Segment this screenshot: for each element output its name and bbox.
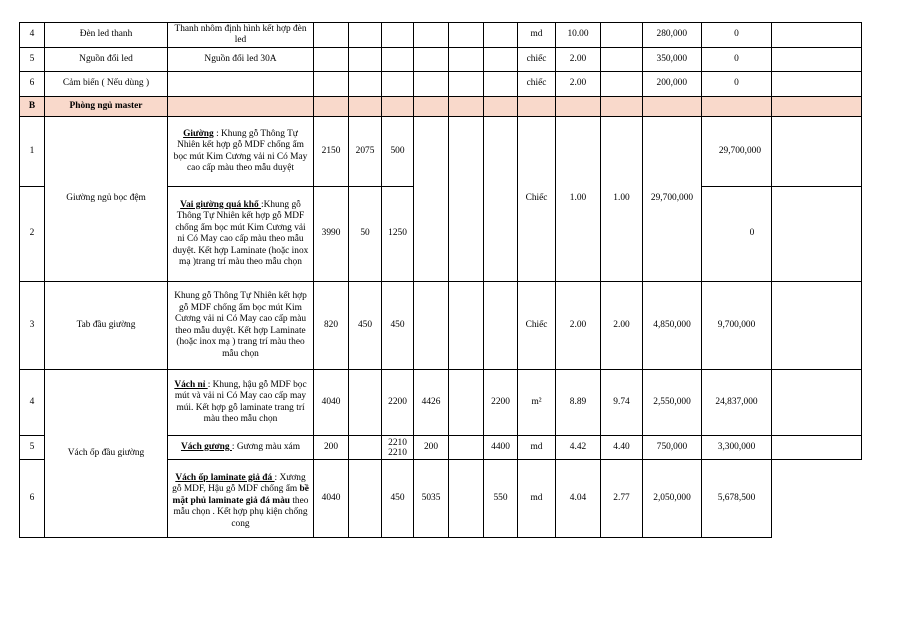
item-description: Khung gỗ Thông Tự Nhiên kết hợp gỗ MDF chống ẩm bọc mút Kim Cương vải ni Có May cao cấp màu theo mẫu duyệt. Kết hợp Laminate (hoặc inox mạ ) trang trí màu theo mẫu chọn — [168, 282, 314, 370]
unit-price: 200,000 — [643, 72, 702, 97]
item-text: theo mẫu chọn . Kết hợp phụ kiện chống cong — [173, 495, 309, 529]
dimension-5 — [449, 436, 484, 460]
dimension-1: 200 — [314, 436, 349, 460]
item-text-bold: bề mặt phủ laminate giả đá màu — [172, 484, 309, 506]
table-row — [20, 370, 862, 436]
line-total: 0 — [702, 48, 772, 72]
quantity-2: 4.40 — [601, 436, 643, 460]
item-description — [168, 72, 314, 97]
item-title: Giường — [183, 128, 214, 139]
item-title: Vai giường quá khổ — [180, 199, 261, 210]
item-title: Vách ốp laminate giả đá — [175, 472, 275, 483]
quantity: 2.00 — [556, 72, 601, 97]
dimension-3: 450 — [382, 460, 414, 538]
quantity-2: 9.74 — [601, 370, 643, 436]
dimension-2 — [349, 460, 382, 538]
item-description — [168, 370, 314, 436]
quantity: 10.00 — [556, 23, 601, 48]
item-name: Vách ốp đầu giường — [45, 370, 168, 538]
dimension-1: 820 — [314, 282, 349, 370]
dimension-3: 1250 — [382, 187, 414, 282]
quantity-2: 2.77 — [601, 460, 643, 538]
dimension-5 — [449, 460, 484, 538]
item-text: : Khung, hậu gỗ MDF bọc mút và vải ni Có May cao cấp may múi. Kết hợp gỗ laminate trang trí màu theo mẫu chọn — [174, 379, 307, 424]
line-total: 5,678,500 — [702, 460, 772, 538]
row-number: 4 — [20, 23, 45, 48]
dimension-4: 200 — [414, 436, 449, 460]
section-title: Phòng ngủ master — [45, 97, 168, 117]
dimension-6: 2200 — [484, 370, 518, 436]
unit-price: 29,700,000 — [643, 117, 702, 282]
line-total: 0 — [702, 187, 772, 282]
line-total: 0 — [702, 23, 772, 48]
dimension-5 — [449, 370, 484, 436]
line-total: 9,700,000 — [702, 282, 772, 370]
unit: m² — [518, 370, 556, 436]
item-description — [168, 117, 314, 187]
quantity: 8.89 — [556, 370, 601, 436]
dimension-4: 5035 — [414, 460, 449, 538]
line-total: 29,700,000 — [702, 117, 772, 187]
quantity: 4.04 — [556, 460, 601, 538]
unit: md — [518, 436, 556, 460]
dimension-1: 2150 — [314, 117, 349, 187]
unit-price: 750,000 — [643, 436, 702, 460]
unit: md — [518, 460, 556, 538]
dimension-1: 4040 — [314, 370, 349, 436]
row-number: 3 — [20, 282, 45, 370]
dimension-6: 550 — [484, 460, 518, 538]
unit-price: 4,850,000 — [643, 282, 702, 370]
item-description — [168, 460, 314, 538]
table-row — [20, 48, 862, 72]
table-row — [20, 117, 862, 187]
table-row — [20, 282, 862, 370]
item-text: :Khung gỗ Thông Tự Nhiên kết hợp gỗ MDF chống ẩm bọc mút Kim Cương vải ni Có May cao cấp màu theo mẫu duyệt. Kết hợp Laminate (hoặc inox mạ )trang trí màu theo mẫu chọn — [172, 199, 309, 267]
item-description — [168, 187, 314, 282]
line-total: 3,300,000 — [702, 436, 772, 460]
dimension-3: 2200 — [382, 370, 414, 436]
dimension-3a: 2210 — [388, 437, 407, 448]
item-title: Vách gương — [180, 441, 232, 452]
dimension-2: 2075 — [349, 117, 382, 187]
dimension-2 — [349, 436, 382, 460]
dimension-6: 4400 — [484, 436, 518, 460]
unit-price: 2,050,000 — [643, 460, 702, 538]
item-title: Vách nỉ — [174, 379, 208, 390]
row-number: 6 — [20, 72, 45, 97]
item-description — [168, 436, 314, 460]
line-total: 24,837,000 — [702, 370, 772, 436]
item-name: Giường ngủ bọc đệm — [45, 117, 168, 282]
dimension-3: 500 — [382, 117, 414, 187]
unit-price: 280,000 — [643, 23, 702, 48]
item-text: : Gương màu xám — [231, 441, 301, 452]
dimension-2: 50 — [349, 187, 382, 282]
quantity: 2.00 — [556, 48, 601, 72]
item-description: Thanh nhôm định hình kết hợp đèn led — [168, 23, 314, 48]
dimension-1: 3990 — [314, 187, 349, 282]
row-number: 4 — [20, 370, 45, 436]
item-description: Nguồn đổi led 30A — [168, 48, 314, 72]
unit: md — [518, 23, 556, 48]
row-number: 5 — [20, 436, 45, 460]
unit: chiếc — [518, 72, 556, 97]
dimension-2 — [349, 370, 382, 436]
table-row — [20, 72, 862, 97]
dimension-1: 4040 — [314, 460, 349, 538]
unit-price: 350,000 — [643, 48, 702, 72]
section-header-row — [20, 97, 862, 117]
row-number: 1 — [20, 117, 45, 187]
quantity: 4.42 — [556, 436, 601, 460]
dimension-3b: 2210 — [388, 447, 407, 458]
quantity: 1.00 — [556, 117, 601, 282]
section-code: B — [20, 97, 45, 117]
table-row — [20, 23, 862, 48]
unit: Chiếc — [518, 282, 556, 370]
dimension-4: 4426 — [414, 370, 449, 436]
unit: chiếc — [518, 48, 556, 72]
quantity: 2.00 — [556, 282, 601, 370]
line-total: 0 — [702, 72, 772, 97]
dimension-2: 450 — [349, 282, 382, 370]
quantity-2: 1.00 — [601, 117, 643, 282]
item-text: : Xương gỗ MDF, Hậu gỗ MDF chống ẩm — [172, 472, 306, 495]
row-number: 6 — [20, 460, 45, 538]
item-name: Tab đầu giường — [45, 282, 168, 370]
item-name: Nguồn đổi led — [45, 48, 168, 72]
unit-price: 2,550,000 — [643, 370, 702, 436]
item-text: : Khung gỗ Thông Tự Nhiên kết hợp gỗ MDF chống ẩm bọc mút Kim Cương vải ni Có May cao cấp màu theo mẫu duyệt — [173, 128, 308, 173]
unit: Chiếc — [518, 117, 556, 282]
row-number: 2 — [20, 187, 45, 282]
dimension-3 — [382, 436, 414, 460]
dimension-3: 450 — [382, 282, 414, 370]
row-number: 5 — [20, 48, 45, 72]
quotation-table — [19, 22, 862, 538]
item-name: Cảm biến ( Nếu dùng ) — [45, 72, 168, 97]
item-name: Đèn led thanh — [45, 23, 168, 48]
quantity-2: 2.00 — [601, 282, 643, 370]
